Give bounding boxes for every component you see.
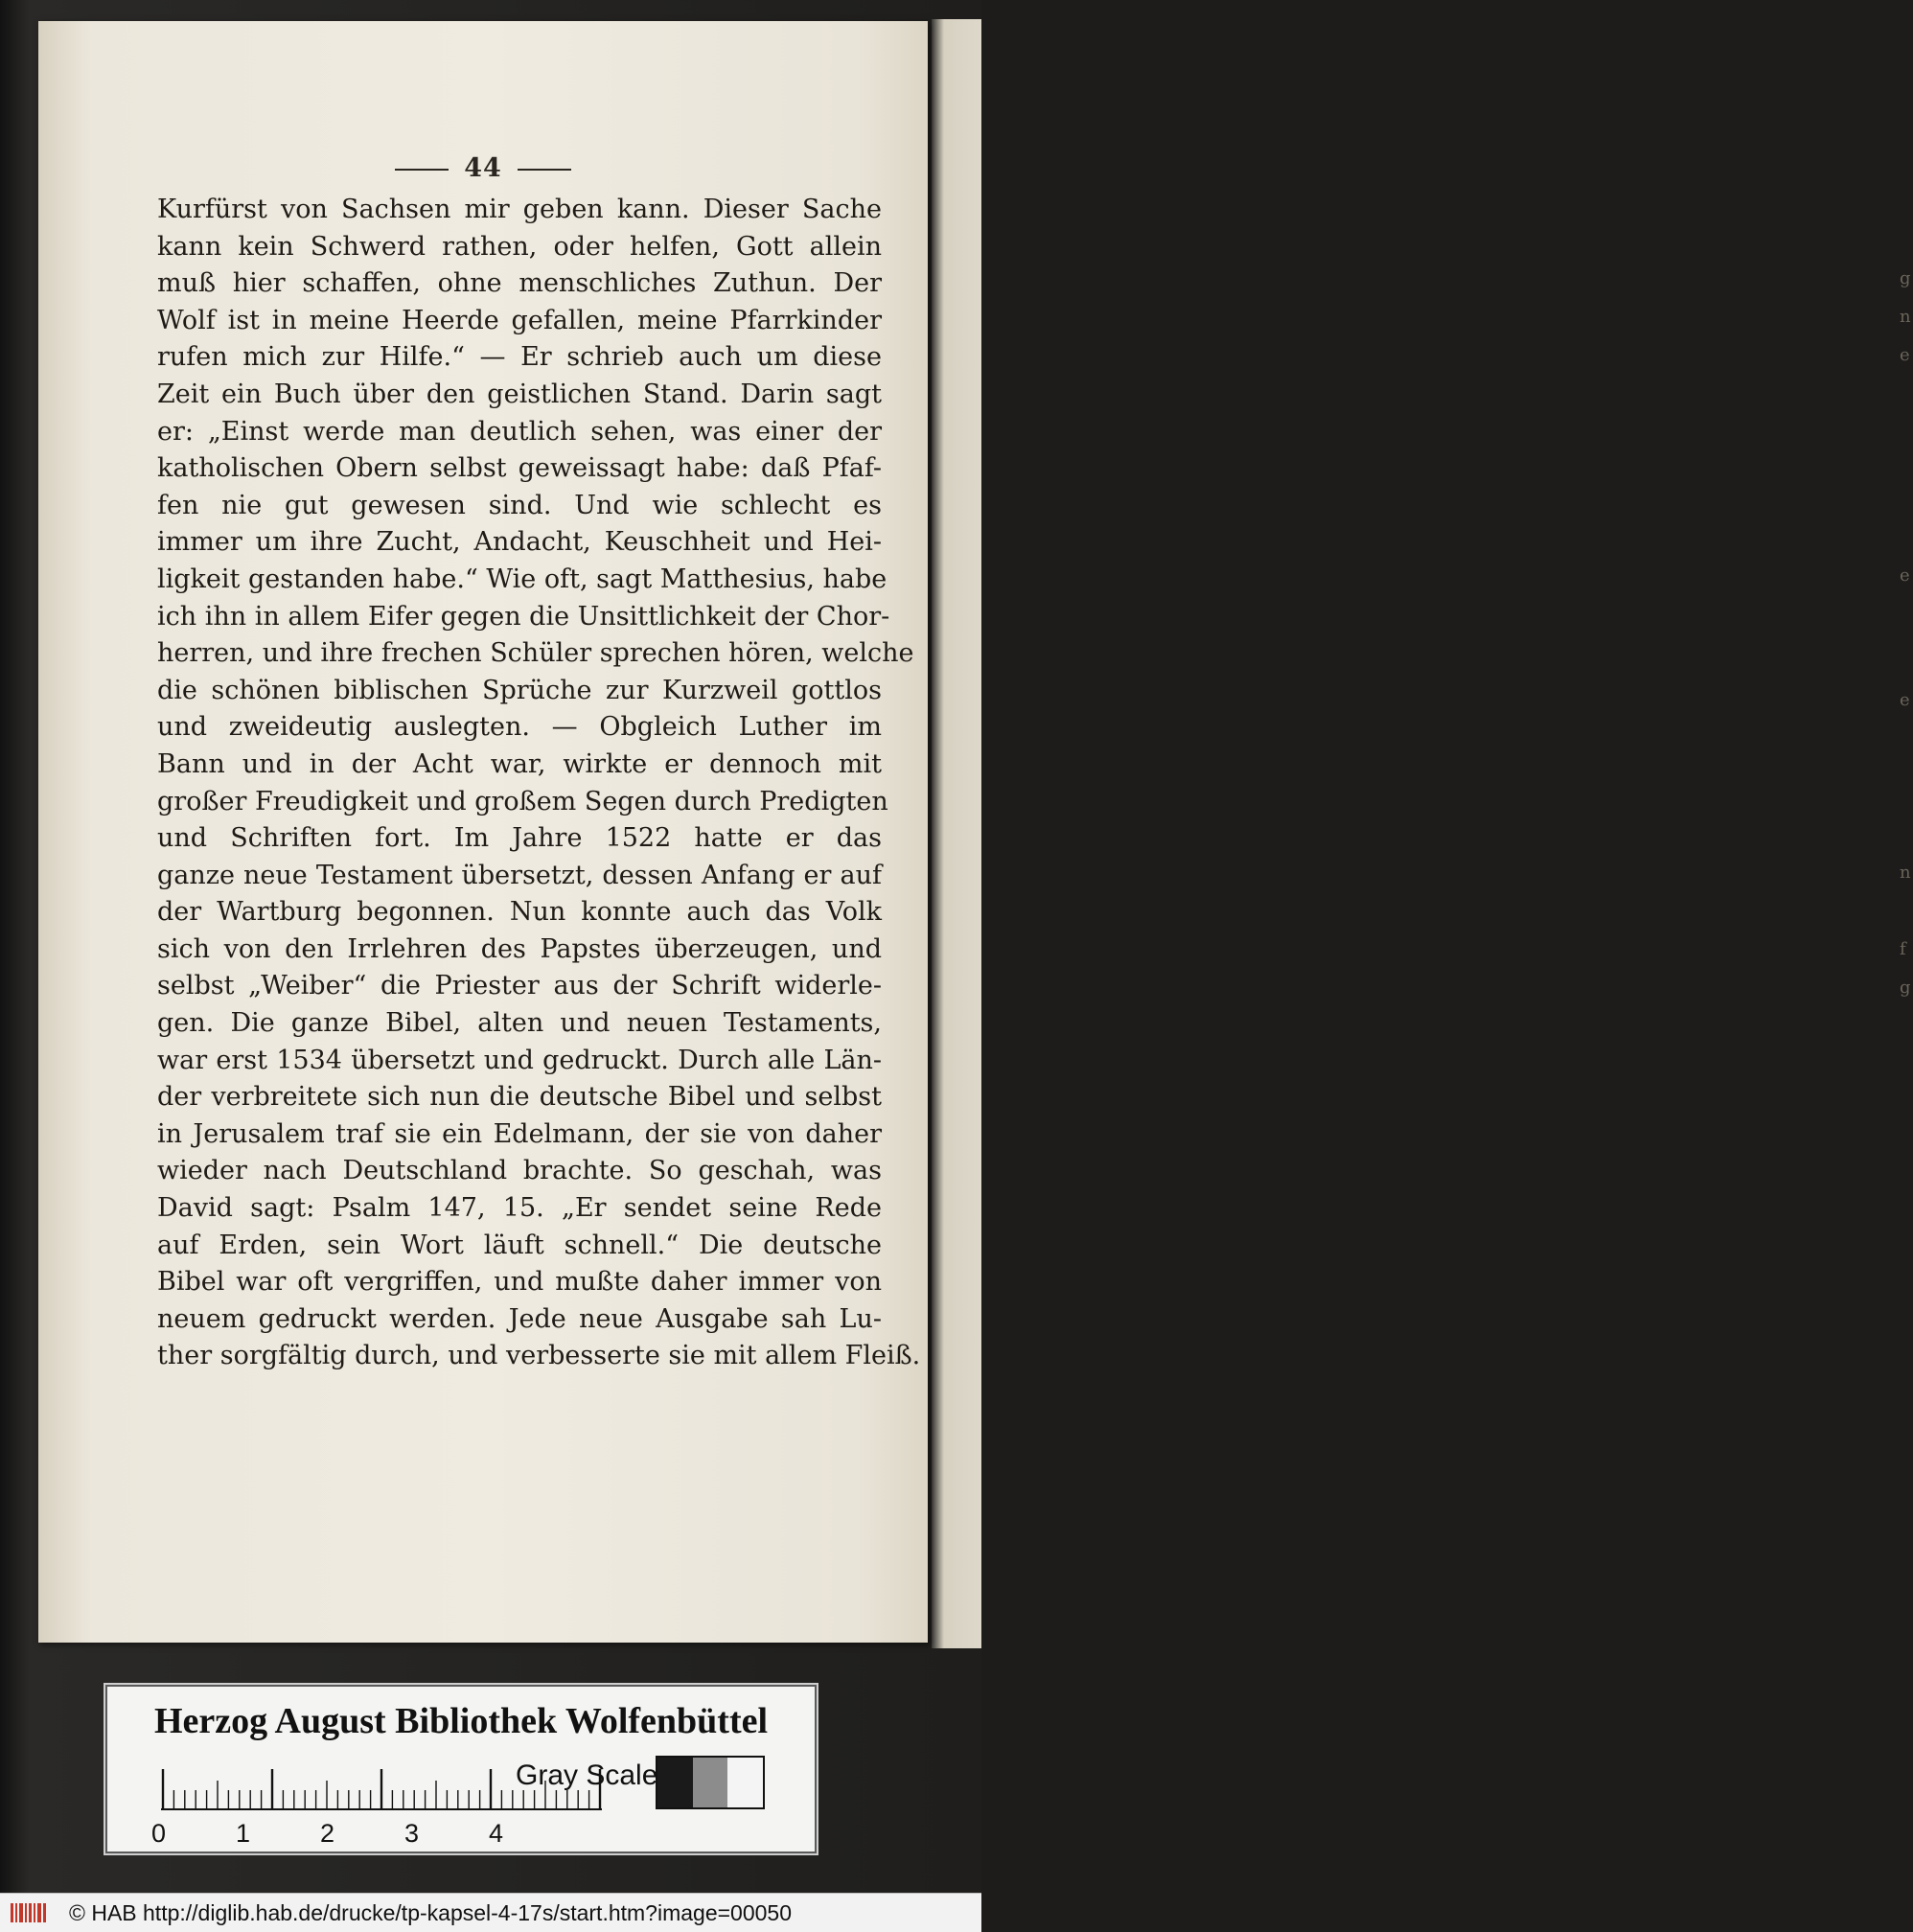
gray-patch [693,1758,728,1807]
gray-patch [727,1758,763,1807]
gray-scale-patches [656,1756,765,1809]
next-page-edge [932,19,1911,1648]
page-number-text: 44 [464,153,502,183]
text-line: katholischen Obern selbst geweissagt habe: daß Pfaf- [157,453,882,484]
text-line: ther sorgfältig durch, und verbesserte sie mit allem Fleiß. [157,1341,921,1371]
text-line: der Wartburg begonnen. Nun konnte auch das Volk [157,897,882,928]
barcode-logo-icon [8,1900,50,1925]
text-line: der verbreitete sich nun die deutsche Bibel und selbst [157,1082,882,1113]
text-line: immer um ihre Zucht, Andacht, Keuschheit und Hei- [157,527,882,558]
text-line: neuem gedruckt werden. Jede neue Ausgabe sah Lu- [157,1303,882,1334]
ruler-label: 2 [320,1819,335,1848]
text-line: rufen mich zur Hilfe.“ — Er schrieb auch um diese [157,342,882,373]
ruler-label: 0 [151,1819,167,1848]
text-line: in Jerusalem traf sie ein Edelmann, der sie von daher [157,1118,882,1149]
text-line: Bann und in der Acht war, wirkte er dennoch mit [157,748,882,779]
edge-marks: g n e e e n f g [1900,268,1911,998]
ruler-label: 3 [404,1819,420,1848]
ruler-labels [151,1819,611,1848]
gray-patch [657,1758,693,1807]
text-line: gen. Die ganze Bibel, alten und neuen Testaments, [157,1008,882,1039]
page-number-rule-right [518,169,571,171]
ruler-label: 4 [489,1819,504,1848]
gray-scale-label: Gray Scale [516,1760,658,1791]
text-line: er: „Einst werde man deutlich sehen, was einer der [157,416,882,447]
text-line: ligkeit gestanden habe.“ Wie oft, sagt Matthesius, habe [157,564,887,594]
target-title: Herzog August Bibliothek Wolfenbüttel [153,1701,769,1741]
text-line: ganze neue Testament übersetzt, dessen Anfang er auf [157,860,882,890]
footer-text: © HAB http://diglib.hab.de/drucke/tp-kapsel-4-17s/start.htm?image=00050 [69,1899,793,1925]
text-line: und zweideutig auslegten. — Obgleich Luther im [157,712,882,743]
text-line: Kurfürst von Sachsen mir geben kann. Dieser Sache [157,195,882,224]
text-line: David sagt: Psalm 147, 15. „Er sendet seine Rede [157,1193,882,1224]
body-text [157,192,921,1375]
text-line: sich von den Irrlehren des Papstes überzeugen, und [157,933,882,964]
page-number-rule-left [395,169,449,171]
text-line: großer Freudigkeit und großem Segen durch Predigten [157,786,888,816]
footer-bar [0,1893,981,1932]
text-line: war erst 1534 übersetzt und gedruckt. Durch alle Län- [157,1045,882,1075]
text-line: Bibel war oft vergriffen, und mußte daher immer von [157,1267,882,1298]
text-line: Zeit ein Buch über den geistlichen Stand. Darin sagt [157,379,882,409]
text-line: fen nie gut gewesen sind. Und wie schlecht es [157,490,882,520]
text-line: wieder nach Deutschland brachte. So geschah, was [157,1156,882,1186]
text-line: selbst „Weiber“ die Priester aus der Schrift widerle- [157,971,882,1001]
text-line: und Schriften fort. Im Jahre 1522 hatte er das [157,823,882,854]
text-line: herren, und ihre frechen Schüler sprechen hören, welche [157,638,914,669]
ruler-label: 1 [236,1819,251,1848]
page-number [38,153,928,183]
text-line: muß hier schaffen, ohne menschliches Zuthun. Der [157,268,882,299]
text-line: Wolf ist in meine Heerde gefallen, meine Pfarrkinder [157,305,882,335]
color-target-card [104,1683,818,1855]
text-line: ich ihn in allem Eifer gegen die Unsittlichkeit der Chor- [157,601,890,632]
text-line: auf Erden, sein Wort läuft schnell.“ Die deutsche [157,1230,882,1260]
text-line: die schönen biblischen Sprüche zur Kurzweil gottlos [157,675,882,705]
text-line: kann kein Schwerd rathen, oder helfen, Gott allein [157,231,882,262]
